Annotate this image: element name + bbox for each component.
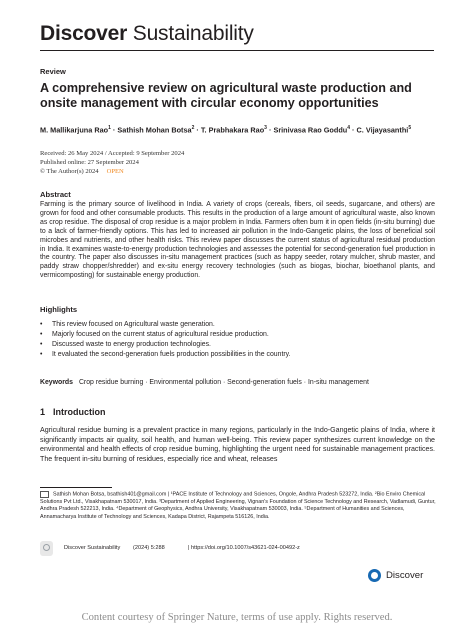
check-for-updates-icon[interactable] <box>40 541 53 556</box>
abstract-text: Farming is the primary source of livelihood in India. A variety of crops (cereals, fibers, oil seeds, sugarcane, and others) are grown for food and other consumable products. This results in the production of a large amount of agricultural waste, also known as crop residue. The disposal of crop residue is a major problem in India. Farmers often burn it in open fields (in-situ burning) due to a lack of farmer-friendly options. This has led to increased air pollution in the Indo-Gangetic plains, the loss of beneficial soil microbes and nutrients, and other health risks. This review paper discusses the current status of agricultural residual production in India. It examines waste-to-energy production technologies and assesses the potential for second-generation fuel production in the country. The paper also discusses in-situ management practices (such as happy seeder, rotary mulcher, shrub master, and paddy straw chopper/shredder) and ex-situ energy recovery technologies (such as biogas, biochar, bioethanol plants, and vermicomposting) for sustainable energy production. <box>40 201 435 280</box>
header-rule <box>40 50 434 51</box>
author-affiliation: 2 <box>191 125 195 131</box>
highlights-heading: Highlights <box>40 305 78 314</box>
author-affiliation: 4 <box>347 125 351 131</box>
highlight-item: • Discussed waste to energy production technologies. <box>40 340 430 350</box>
journal-name-light: Sustainability <box>132 22 254 45</box>
publication-dates <box>40 149 184 176</box>
publisher-name: Discover <box>386 570 424 582</box>
author-name[interactable]: T. Prabhakara Rao <box>200 125 265 135</box>
abstract-heading: Abstract <box>40 190 71 199</box>
author-affiliation: 5 <box>408 125 412 131</box>
copyright-line <box>40 167 184 176</box>
section-title: Introduction <box>53 407 106 417</box>
article-title: A comprehensive review on agricultural waste production and onsite management with circular economy opportunities <box>40 81 412 110</box>
courtesy-notice: Content courtesy of Springer Nature, terms of use apply. Rights reserved. <box>81 612 393 623</box>
keywords-label: Keywords <box>40 379 73 386</box>
section-number: 1 <box>40 407 46 417</box>
highlight-item: • It evaluated the second-generation fuels production possibilities in the country. <box>40 350 430 360</box>
keywords <box>40 379 440 386</box>
introduction-heading <box>40 407 106 417</box>
introduction-text: Agricultural residue burning is a prevalent practice in many regions, particularly in the Indo-Gangetic plains of India, where it significantly impacts air quality, soil health, and human well-being. This review paper synthesizes current knowledge on the environmental and health effects of crop residue burning, highlighting the urgent need for sustainable management practices. The frequent in-situ burning of residues, especially rice and wheat, releases <box>40 426 435 463</box>
author-affiliation: 3 <box>264 125 267 131</box>
published-online: Published online: 27 September 2024 <box>40 159 139 166</box>
article-type: Review <box>40 67 66 76</box>
copyright-text: © The Author(s) 2024 <box>40 168 99 175</box>
author-name[interactable]: C. Vijayasanthi <box>356 125 409 135</box>
publisher-logo <box>368 569 423 582</box>
author-affiliation: 1 <box>108 125 111 131</box>
journal-name-bold: Discover <box>40 22 128 45</box>
footer-citation: (2024) 5:288 <box>133 545 165 551</box>
affiliations-text: Sathish Mohan Botsa, bsathish401@gmail.com | ¹PACE Institute of Technology and Sciences, Ongole, Andhra Pradesh 523272, India. ²Bio Enviro Chemical Solutions Pvt Ltd., Visakhapatnam 530017, India. ³Department of Applied Engineering, Vignan's Foundation of Science Technology and Research, Vadlamudi, Guntur, Andhra Pradesh 522213, India. ⁴Department of Geophysics, Andhra University, Visakhapatnam 530003, India. ⁵Department of Humanities and Sciences, Annamacharya Institute of Technology and Sciences, Kadapa District, Rajampeta 516126, India. <box>40 491 436 520</box>
highlight-item: • This review focused on Agricultural waste generation. <box>40 320 430 330</box>
footnote-rule <box>40 487 112 488</box>
author-name[interactable]: M. Mallikarjuna Rao <box>40 125 109 135</box>
received-accepted: Received: 26 May 2024 / Accepted: 9 September 2024 <box>40 150 185 157</box>
open-access-badge[interactable]: OPEN <box>106 168 124 175</box>
highlights-list <box>40 320 430 360</box>
author-name[interactable]: Sathish Mohan Botsa <box>117 125 192 135</box>
author-list: M. Mallikarjuna Rao$^1$ · Sathish Mohan Botsa$^2$ · T. Prabhakara Rao$^3$ · Srinivasa Rao Goddu$^4$ · C. Vijayasanthi$^5$ <box>40 125 412 135</box>
keywords-text: Crop residue burning · Environmental pollution · Second-generation fuels · In-situ management <box>78 379 369 386</box>
journal-name <box>40 22 254 46</box>
discover-logo-icon <box>368 569 381 582</box>
highlight-item: • Majorly focused on the current status of agricultural residue production. <box>40 330 430 340</box>
doi-link[interactable]: | https://doi.org/10.1007/s43621-024-00492-z <box>188 545 300 551</box>
footer-journal: Discover Sustainability <box>64 545 121 551</box>
affiliations-footnote <box>40 491 440 521</box>
author-name[interactable]: Srinivasa Rao Goddu <box>273 125 348 135</box>
email-envelope-icon <box>40 491 49 498</box>
